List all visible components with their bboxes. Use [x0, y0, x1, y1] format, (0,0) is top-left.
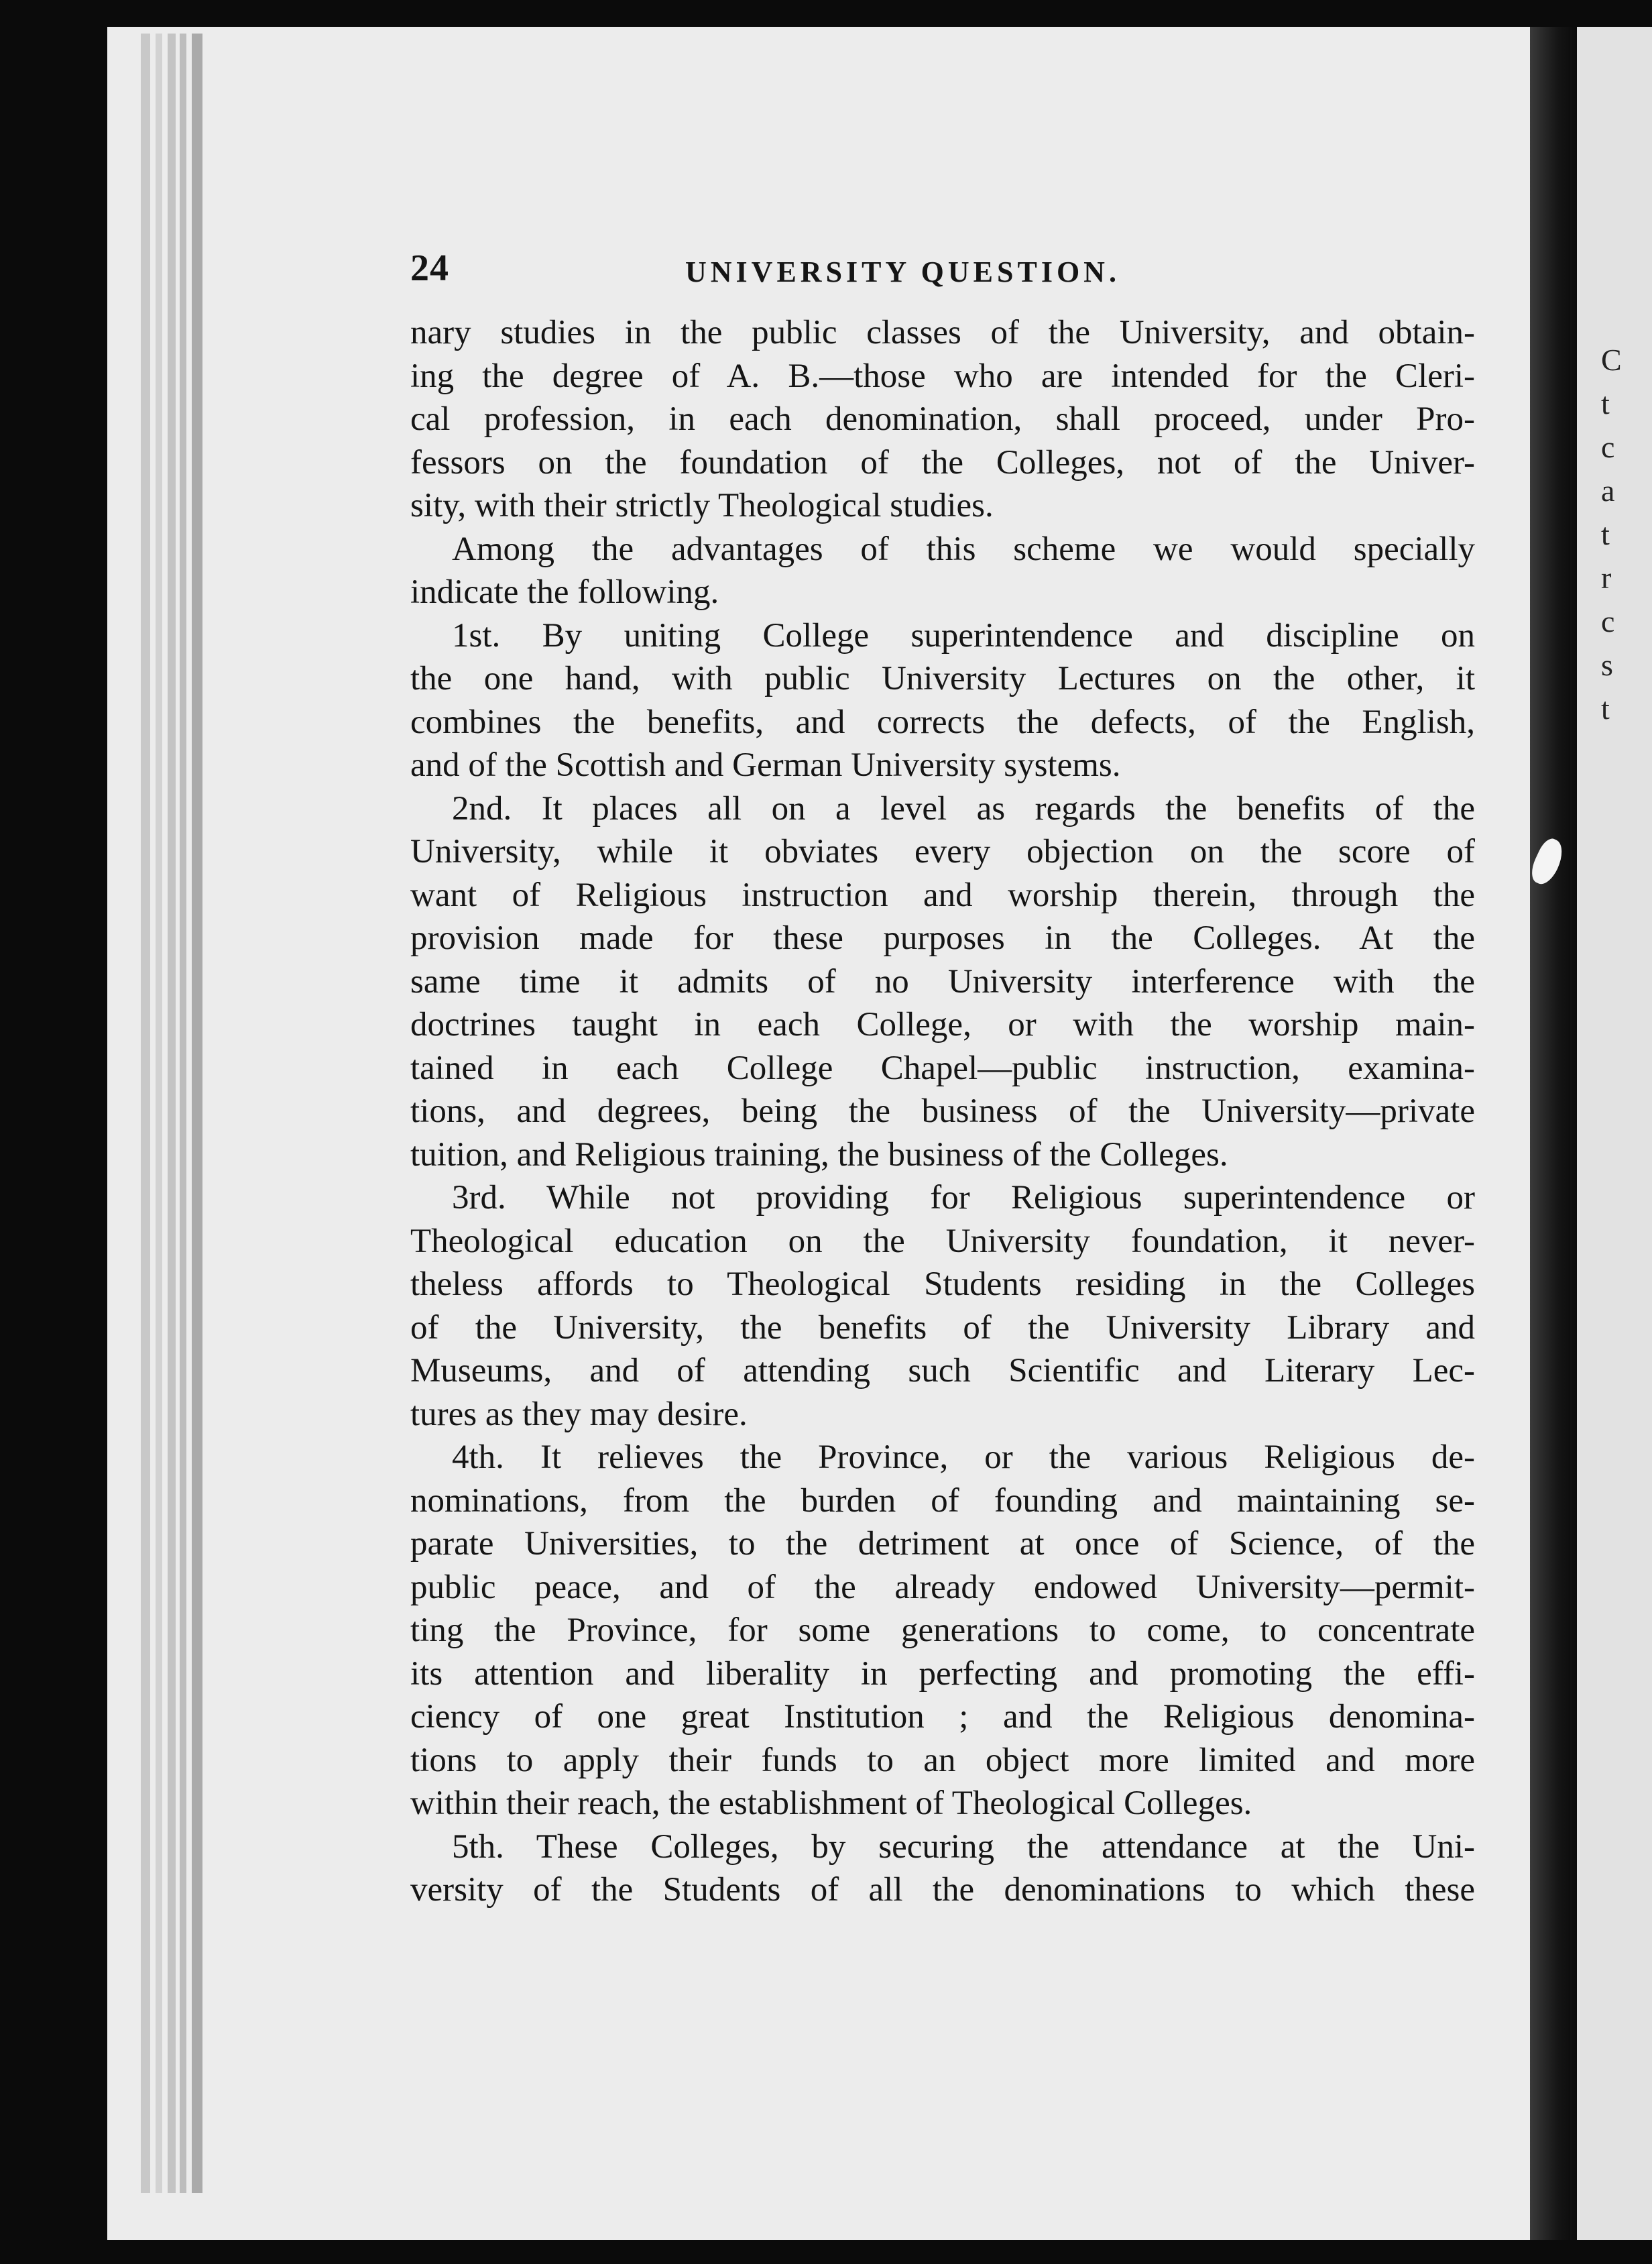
text-line: tions, and degrees, being the business of the University—private: [410, 1092, 1475, 1130]
facing-page-fragment: t: [1601, 517, 1610, 551]
text-line: Museums, and of attending such Scientific and Literary Lec-: [410, 1352, 1475, 1390]
text-line: tions to apply their funds to an object more limited and more: [410, 1741, 1475, 1779]
text-line: Among the advantages of this scheme we would specially: [452, 530, 1475, 568]
text-line: 3rd. While not providing for Religious superintendence or: [452, 1179, 1475, 1216]
book-gutter: [1530, 27, 1577, 2240]
text-line: nary studies in the public classes of the University, and obtain-: [410, 314, 1475, 351]
text-line: 4th. It relieves the Province, or the various Religious de-: [452, 1438, 1475, 1476]
text-line: provision made for these purposes in the Colleges. At the: [410, 919, 1475, 957]
running-title: UNIVERSITY QUESTION.: [685, 256, 1120, 288]
text-line: 1st. By uniting College superintendence and discipline on: [452, 616, 1475, 655]
facing-page-fragment: a: [1601, 473, 1615, 508]
page-edge: [141, 34, 150, 2193]
text-line: Theological education on the University foundation, it never-: [410, 1222, 1475, 1260]
facing-page-fragment: t: [1601, 386, 1610, 420]
text-line: versity of the Students of all the denominations to which these: [410, 1871, 1475, 1909]
text-line: theless affords to Theological Students residing in the Colleges: [410, 1265, 1475, 1303]
page-edge: [192, 34, 202, 2193]
text-line: want of Religious instruction and worship therein, through the: [410, 876, 1475, 914]
text-line: and of the Scottish and German University systems.: [410, 746, 1121, 784]
page-edge: [156, 34, 162, 2193]
facing-page-fragment: s: [1601, 648, 1613, 682]
text-line: its attention and liberality in perfecting and promoting the effi-: [410, 1654, 1475, 1693]
text-line: University, while it obviates every objection on the score of: [410, 833, 1475, 870]
facing-page-fragment: c: [1601, 604, 1615, 638]
text-line: fessors on the foundation of the Colleges, not of the Univer-: [410, 443, 1475, 482]
text-line: cal profession, in each denomination, shall proceed, under Pro-: [410, 400, 1475, 438]
text-line: doctrines taught in each College, or with the worship main-: [410, 1006, 1475, 1043]
page-edge: [168, 34, 176, 2193]
page-header: [410, 247, 1475, 311]
text-line: within their reach, the establishment of Theological Colleges.: [410, 1785, 1252, 1822]
page-edge: [180, 34, 186, 2193]
text-line: indicate the following.: [410, 573, 719, 611]
text-line: of the University, the benefits of the University Library and: [410, 1308, 1475, 1347]
page-content: [410, 247, 1475, 1912]
text-line: same time it admits of no University interference with the: [410, 962, 1475, 1001]
text-line: nominations, from the burden of founding and maintaining se-: [410, 1481, 1475, 1520]
text-line: tuition, and Religious training, the business of the Colleges.: [410, 1135, 1228, 1174]
facing-page-fragment: C: [1601, 343, 1622, 377]
text-line: the one hand, with public University Lectures on the other, it: [410, 660, 1475, 697]
text-line: combines the benefits, and corrects the defects, of the English,: [410, 703, 1475, 741]
text-line: ing the degree of A. B.—those who are intended for the Cleri-: [410, 357, 1475, 395]
text-line: 5th. These Colleges, by securing the attendance at the Uni-: [452, 1827, 1475, 1866]
page-number: 24: [410, 247, 449, 289]
text-line: tained in each College Chapel—public instruction, examina-: [410, 1049, 1475, 1087]
facing-page-fragment: t: [1601, 691, 1610, 726]
text-line: 2nd. It places all on a level as regards the benefits of the: [452, 789, 1475, 828]
text-line: parate Universities, to the detriment at once of Science, of the: [410, 1525, 1475, 1563]
facing-page: [1577, 27, 1652, 2240]
text-line: tures as they may desire.: [410, 1395, 748, 1433]
text-line: sity, with their strictly Theological studies.: [410, 487, 994, 524]
text-line: ciency of one great Institution ; and the Religious denomina-: [410, 1698, 1475, 1736]
text-line: public peace, and of the already endowed University—permit-: [410, 1568, 1475, 1606]
text-line: ting the Province, for some generations to come, to concentrate: [410, 1611, 1475, 1649]
facing-page-fragment: r: [1601, 561, 1612, 595]
body-text: [410, 311, 1475, 1912]
facing-page-fragment: c: [1601, 430, 1615, 464]
